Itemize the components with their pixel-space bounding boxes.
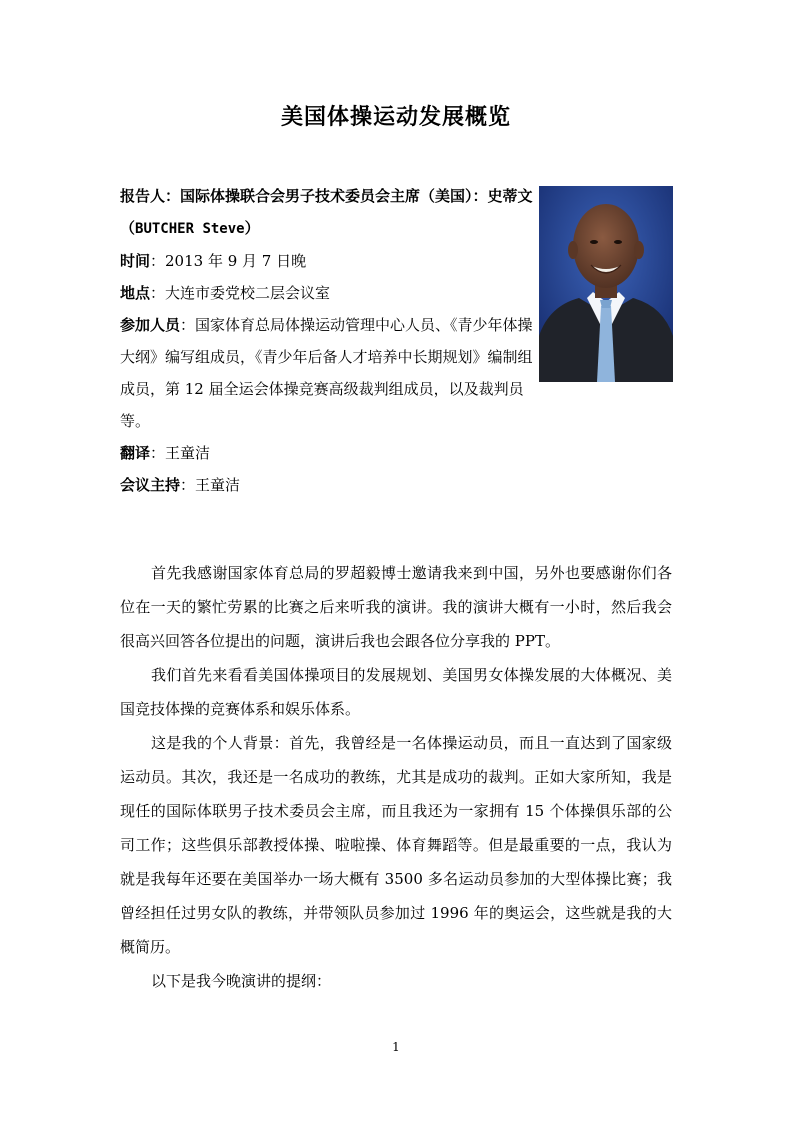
host-line [120, 469, 540, 501]
document-title: 美国体操运动发展概览 [280, 104, 511, 130]
place-line [120, 277, 540, 309]
place-value: ：大连市委党校二层会议室 [150, 284, 331, 302]
host-label: 会议主持 [120, 476, 181, 494]
attendees-label: 参加人员 [120, 316, 181, 334]
attendees-line [120, 309, 540, 437]
paragraph-2: 我们首先来看看美国体操项目的发展规划、美国男女体操发展的大体概况、美国竞技体操的竞赛体系和娱乐体系。 [120, 666, 672, 718]
time-value: ：2013 年 9 月 7 日晚 [150, 252, 307, 270]
time-label: 时间 [120, 252, 151, 270]
reporter-english-name: BUTCHER Steve [135, 221, 245, 237]
place-label: 地点 [120, 284, 151, 302]
speech-body [120, 556, 672, 998]
speaker-portrait-photo [539, 186, 673, 382]
attendees-value: ：国家体育总局体操运动管理中心人员、《青少年体操大纲》编写组成员，《青少年后备人才培养中长期规划》编制组成员，第 12 届全运会体操竞赛高级裁判组成员，以及裁判员等。 [120, 316, 533, 430]
translator-value: ：王童洁 [150, 444, 211, 462]
reporter-line [120, 180, 540, 245]
paragraph-3: 这是我的个人背景：首先，我曾经是一名体操运动员，而且一直达到了国家级运动员。其次，我还是一名成功的教练，尤其是成功的裁判。正如大家所知，我是现任的国际体联男子技术委员会主席，而且我还为一家拥有 15 个体操俱乐部的公司工作；这些俱乐部教授体操、啦啦操、体育舞蹈等。但是最重要的一点，我认为就是我每年还要在美国举办一场大概有 3500 多名运动员参加的大型体操比赛；我曾经担任过男女队的教练，并带领队员参加过 1996 年的奥运会，这些就是我的大概简历。 [120, 734, 672, 956]
meeting-info [120, 180, 540, 501]
host-value: ：王童洁 [180, 476, 241, 494]
paragraph-1: 首先我感谢国家体育总局的罗超毅博士邀请我来到中国，另外也要感谢你们各位在一天的繁忙劳累的比赛之后来听我的演讲。我的演讲大概有一小时，然后我会很高兴回答各位提出的问题，演讲后我也会跟各位分享我的 PPT。 [120, 564, 672, 650]
reporter-label: 报告人： [120, 187, 181, 205]
translator-label: 翻译 [120, 444, 151, 462]
paragraph-4: 以下是我今晚演讲的提纲： [151, 972, 332, 990]
time-line [120, 245, 540, 277]
reporter-value: 国际体操联合会男子技术委员会主席（美国）：史蒂文（ [120, 187, 533, 237]
page-number: 1 [392, 1040, 400, 1054]
reporter-value-close: ） [244, 219, 260, 237]
translator-line [120, 437, 540, 469]
